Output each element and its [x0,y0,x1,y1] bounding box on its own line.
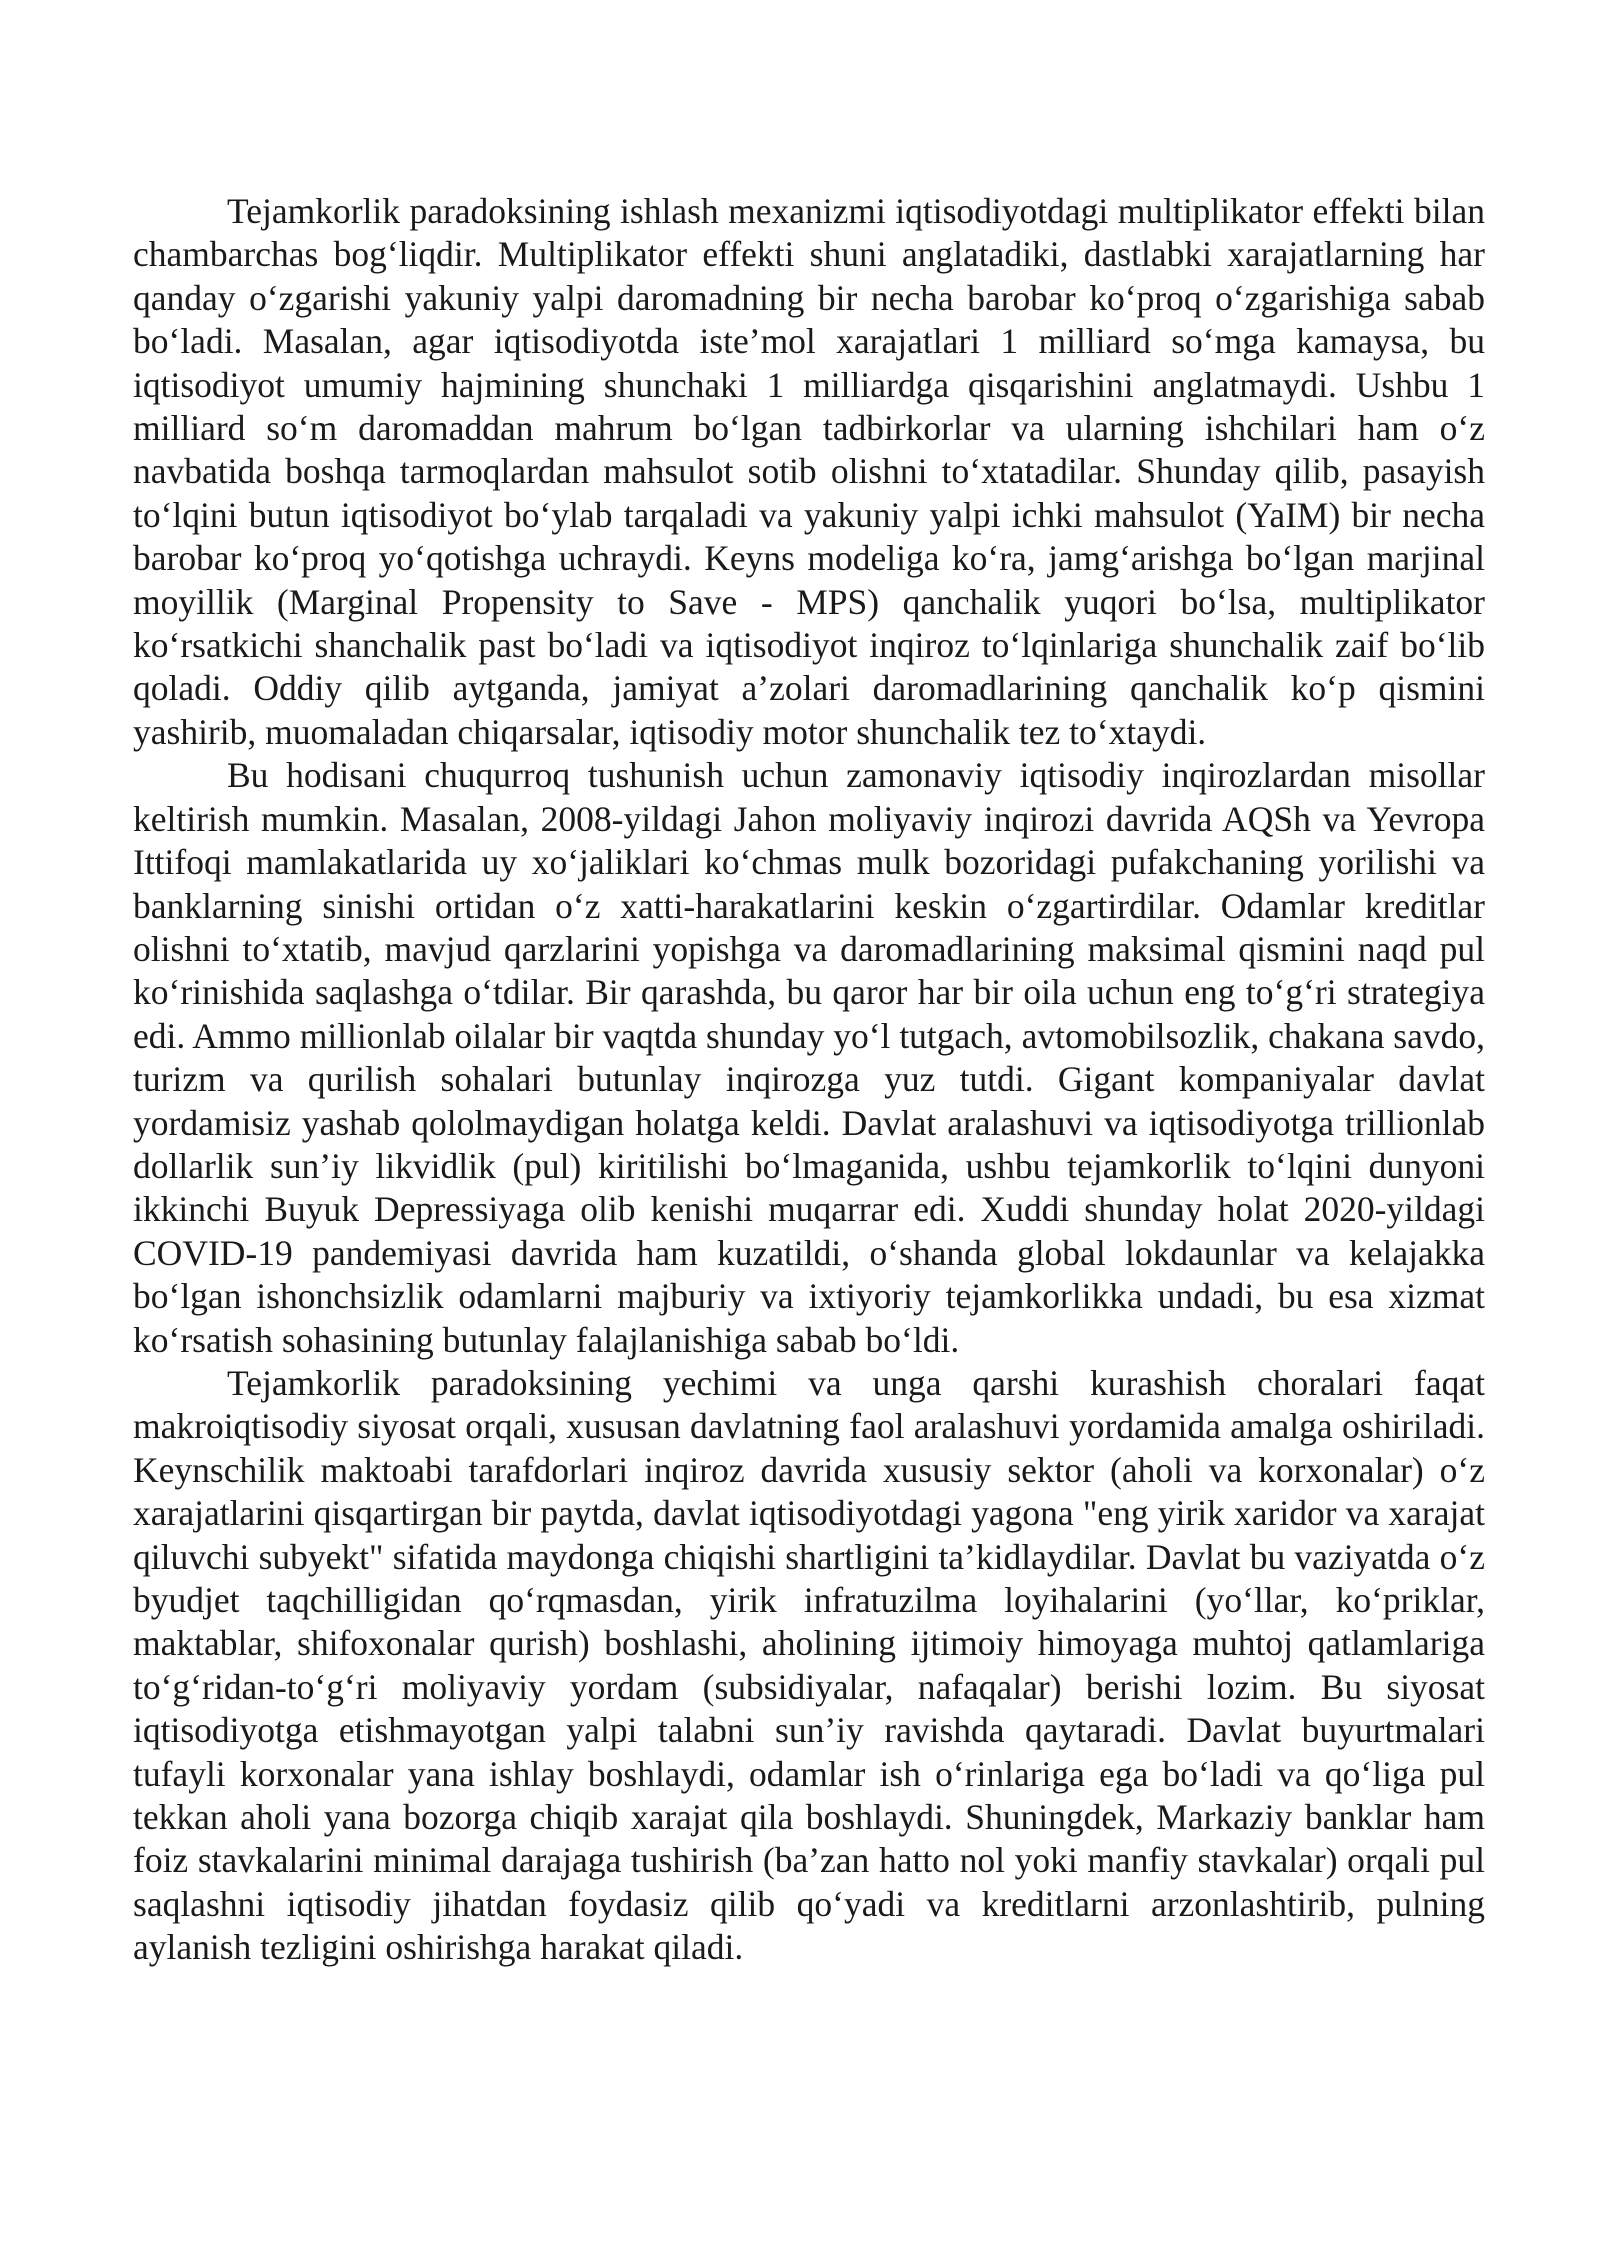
paragraph-1: Tejamkorlik paradoksining ishlash mexanizmi iqtisodiyotdagi multiplikator effekti bilan chambarchas bog‘liqdir. Multiplikator effekti shuni anglatadiki, dastlabki xarajatlarning har qanday o‘zgarishi yakuniy yalpi daromadning bir necha barobar ko‘proq o‘zgarishiga sabab bo‘ladi. Masalan, agar iqtisodiyotda iste’mol xarajatlari 1 milliard so‘mga kamaysa, bu iqtisodiyot umumiy hajmining shunchaki 1 milliardga qisqarishini anglatmaydi. Ushbu 1 milliard so‘m daromaddan mahrum bo‘lgan tadbirkorlar va ularning ishchilari ham o‘z navbatida boshqa tarmoqlardan mahsulot sotib olishni to‘xtatadilar. Shunday qilib, pasayish to‘lqini butun iqtisodiyot bo‘ylab tarqaladi va yakuniy yalpi ichki mahsulot (YaIM) bir necha barobar ko‘proq yo‘qotishga uchraydi. Keyns modeliga ko‘ra, jamg‘arishga bo‘lgan marjinal moyillik (Marginal Propensity to Save - MPS) qanchalik yuqori bo‘lsa, multiplikator ko‘rsatkichi shanchalik past bo‘ladi va iqtisodiyot inqiroz to‘lqinlariga shunchalik zaif bo‘lib qoladi. Oddiy qilib aytganda, jamiyat a’zolari daromadlarining qanchalik ko‘p qismini yashirib, muomaladan chiqarsalar, iqtisodiy motor shunchalik tez to‘xtaydi. [133,191,1485,752]
paragraph-2: Bu hodisani chuqurroq tushunish uchun zamonaviy iqtisodiy inqirozlardan misollar keltirish mumkin. Masalan, 2008-yildagi Jahon moliyaviy inqirozi davrida AQSh va Yevropa Ittifoqi mamlakatlarida uy xo‘jaliklari ko‘chmas mulk bozoridagi pufakchaning yorilishi va banklarning sinishi ortidan o‘z xatti-harakatlarini keskin o‘zgartirdilar. Odamlar kreditlar olishni to‘xtatib, mavjud qarzlarini yopishga va daromadlarining maksimal qismini naqd pul ko‘rinishida saqlashga o‘tdilar. Bir qarashda, bu qaror har bir oila uchun eng to‘g‘ri strategiya edi. Ammo millionlab oilalar bir vaqtda shunday yo‘l tutgach, avtomobilsozlik, chakana savdo, turizm va qurilish sohalari butunlay inqirozga yuz tutdi. Gigant kompaniyalar davlat yordamisiz yashab qololmaydigan holatga keldi. Davlat aralashuvi va iqtisodiyotga trillionlab dollarlik sun’iy likvidlik (pul) kiritilishi bo‘lmaganida, ushbu tejamkorlik to‘lqini dunyoni ikkinchi Buyuk Depressiyaga olib kenishi muqarrar edi. Xuddi shunday holat 2020-yildagi COVID-19 pandemiyasi davrida ham kuzatildi, o‘shanda global lokdaunlar va kelajakka bo‘lgan ishonchsizlik odamlarni majburiy va ixtiyoriy tejamkorlikka undadi, bu esa xizmat ko‘rsatish sohasining butunlay falajlanishiga sabab bo‘ldi. [133,755,1485,1360]
document-page [133,190,1485,1970]
paragraph-3: Tejamkorlik paradoksining yechimi va unga qarshi kurashish choralari faqat makroiqtisodiy siyosat orqali, xususan davlatning faol aralashuvi yordamida amalga oshiriladi. Keynschilik maktoabi tarafdorlari inqiroz davrida xususiy sektor (aholi va korxonalar) o‘z xarajatlarini qisqartirgan bir paytda, davlat iqtisodiyotdagi yagona "eng yirik xaridor va xarajat qiluvchi subyekt" sifatida maydonga chiqishi shartligini ta’kidlaydilar. Davlat bu vaziyatda o‘z byudjet taqchilligidan qo‘rqmasdan, yirik infratuzilma loyihalarini (yo‘llar, ko‘priklar, maktablar, shifoxonalar qurish) boshlashi, aholining ijtimoiy himoyaga muhtoj qatlamlariga to‘g‘ridan-to‘g‘ri moliyaviy yordam (subsidiyalar, nafaqalar) berishi lozim. Bu siyosat iqtisodiyotga etishmayotgan yalpi talabni sun’iy ravishda qaytaradi. Davlat buyurtmalari tufayli korxonalar yana ishlay boshlaydi, odamlar ish o‘rinlariga ega bo‘ladi va qo‘liga pul tekkan aholi yana bozorga chiqib xarajat qila boshlaydi. Shuningdek, Markaziy banklar ham foiz stavkalarini minimal darajaga tushirish (ba’zan hatto nol yoki manfiy stavkalar) orqali pul saqlashni iqtisodiy jihatdan foydasiz qilib qo‘yadi va kreditlarni arzonlashtirib, pulning aylanish tezligini oshirishga harakat qiladi. [133,1362,1485,1968]
